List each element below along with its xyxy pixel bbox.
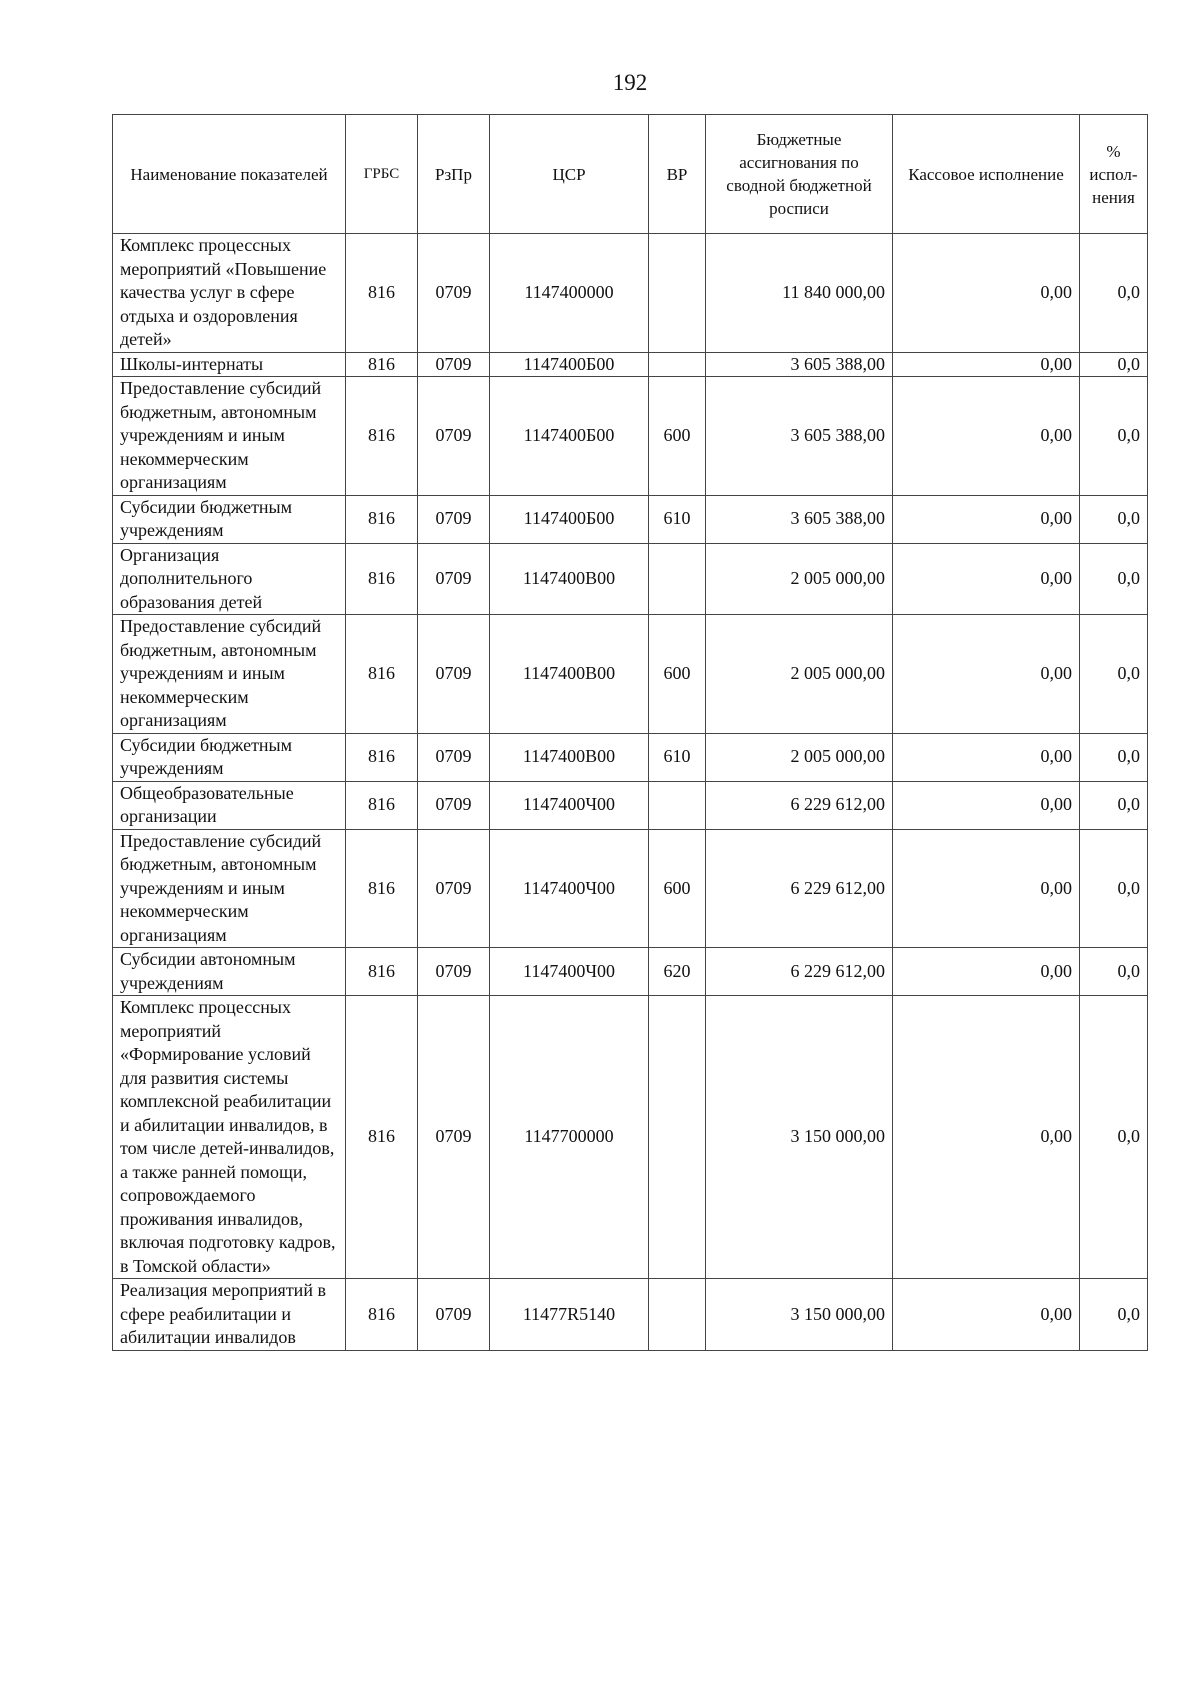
row-percent: 0,0	[1080, 781, 1148, 829]
table-row	[113, 377, 1148, 496]
row-rzpr: 0709	[418, 543, 490, 615]
row-csr: 1147700000	[490, 996, 649, 1279]
row-cash: 0,00	[893, 495, 1080, 543]
row-vr: 610	[649, 495, 706, 543]
row-grbs: 816	[346, 1279, 418, 1351]
table-row	[113, 615, 1148, 734]
row-budget: 2 005 000,00	[706, 615, 893, 734]
row-vr: 600	[649, 377, 706, 496]
row-csr: 1147400Б00	[490, 495, 649, 543]
row-csr: 1147400В00	[490, 615, 649, 734]
row-csr: 1147400В00	[490, 733, 649, 781]
row-cash: 0,00	[893, 352, 1080, 377]
row-rzpr: 0709	[418, 495, 490, 543]
row-vr: 600	[649, 829, 706, 948]
row-grbs: 816	[346, 996, 418, 1279]
row-percent: 0,0	[1080, 543, 1148, 615]
row-percent: 0,0	[1080, 829, 1148, 948]
row-name: Предоставление субсидий бюджетным, автономным учреждениям и иным некоммерческим организациям	[113, 829, 346, 948]
row-csr: 1147400Ч00	[490, 948, 649, 996]
row-cash: 0,00	[893, 1279, 1080, 1351]
row-budget: 6 229 612,00	[706, 781, 893, 829]
table-row	[113, 996, 1148, 1279]
header-grbs: ГРБС	[346, 115, 418, 234]
row-budget: 3 605 388,00	[706, 377, 893, 496]
row-budget: 3 150 000,00	[706, 996, 893, 1279]
table-row	[113, 495, 1148, 543]
row-name: Комплекс процессных мероприятий «Повышение качества услуг в сфере отдыха и оздоровления детей»	[113, 234, 346, 353]
row-vr	[649, 352, 706, 377]
row-rzpr: 0709	[418, 781, 490, 829]
row-grbs: 816	[346, 234, 418, 353]
row-percent: 0,0	[1080, 948, 1148, 996]
header-rzpr: РзПр	[418, 115, 490, 234]
row-csr: 1147400В00	[490, 543, 649, 615]
row-vr	[649, 234, 706, 353]
row-percent: 0,0	[1080, 234, 1148, 353]
table-row	[113, 733, 1148, 781]
row-name: Комплекс процессных мероприятий «Формирование условий для развития системы комплексной реабилитации и абилитации инвалидов, в том числе детей-инвалидов, а также ранней помощи, сопровождаемого проживания инвалидов, включая подготовку кадров, в Томской области»	[113, 996, 346, 1279]
row-name: Школы-интернаты	[113, 352, 346, 377]
row-name: Общеобразовательные организации	[113, 781, 346, 829]
row-percent: 0,0	[1080, 495, 1148, 543]
row-grbs: 816	[346, 781, 418, 829]
row-budget: 3 150 000,00	[706, 1279, 893, 1351]
table-row	[113, 781, 1148, 829]
row-cash: 0,00	[893, 377, 1080, 496]
header-vr: ВР	[649, 115, 706, 234]
table-row	[113, 543, 1148, 615]
row-grbs: 816	[346, 377, 418, 496]
row-vr: 600	[649, 615, 706, 734]
row-cash: 0,00	[893, 234, 1080, 353]
row-cash: 0,00	[893, 615, 1080, 734]
row-vr	[649, 1279, 706, 1351]
table-header-row	[113, 115, 1148, 234]
row-cash: 0,00	[893, 829, 1080, 948]
row-percent: 0,0	[1080, 615, 1148, 734]
row-budget: 2 005 000,00	[706, 733, 893, 781]
row-grbs: 816	[346, 352, 418, 377]
row-budget: 3 605 388,00	[706, 352, 893, 377]
row-percent: 0,0	[1080, 996, 1148, 1279]
page-number: 192	[612, 70, 648, 95]
row-rzpr: 0709	[418, 948, 490, 996]
row-rzpr: 0709	[418, 377, 490, 496]
header-budget: Бюджетные ассигнования по сводной бюджетной росписи	[706, 115, 893, 234]
row-cash: 0,00	[893, 781, 1080, 829]
row-vr	[649, 781, 706, 829]
row-csr: 1147400000	[490, 234, 649, 353]
row-csr: 1147400Б00	[490, 377, 649, 496]
row-vr	[649, 996, 706, 1279]
row-cash: 0,00	[893, 948, 1080, 996]
table-row	[113, 234, 1148, 353]
row-budget: 3 605 388,00	[706, 495, 893, 543]
row-rzpr: 0709	[418, 1279, 490, 1351]
row-vr	[649, 543, 706, 615]
row-csr: 1147400Ч00	[490, 781, 649, 829]
row-name: Реализация мероприятий в сфере реабилитации и абилитации инвалидов	[113, 1279, 346, 1351]
row-rzpr: 0709	[418, 615, 490, 734]
row-rzpr: 0709	[418, 829, 490, 948]
row-name: Субсидии бюджетным учреждениям	[113, 733, 346, 781]
table-row	[113, 1279, 1148, 1351]
budget-table	[112, 114, 1148, 1351]
row-cash: 0,00	[893, 543, 1080, 615]
table-row	[113, 948, 1148, 996]
row-grbs: 816	[346, 829, 418, 948]
row-percent: 0,0	[1080, 733, 1148, 781]
row-grbs: 816	[346, 948, 418, 996]
row-budget: 6 229 612,00	[706, 829, 893, 948]
row-csr: 11477R5140	[490, 1279, 649, 1351]
row-vr: 610	[649, 733, 706, 781]
row-csr: 1147400Б00	[490, 352, 649, 377]
row-grbs: 816	[346, 543, 418, 615]
row-grbs: 816	[346, 615, 418, 734]
row-name: Субсидии бюджетным учреждениям	[113, 495, 346, 543]
table-row	[113, 352, 1148, 377]
header-csr: ЦСР	[490, 115, 649, 234]
row-rzpr: 0709	[418, 352, 490, 377]
header-cash: Кассовое исполнение	[893, 115, 1080, 234]
row-percent: 0,0	[1080, 1279, 1148, 1351]
row-budget: 11 840 000,00	[706, 234, 893, 353]
row-rzpr: 0709	[418, 733, 490, 781]
header-name: Наименование показателей	[113, 115, 346, 234]
row-vr: 620	[649, 948, 706, 996]
row-name: Организация дополнительного образования детей	[113, 543, 346, 615]
row-cash: 0,00	[893, 996, 1080, 1279]
row-cash: 0,00	[893, 733, 1080, 781]
row-grbs: 816	[346, 495, 418, 543]
row-name: Субсидии автономным учреждениям	[113, 948, 346, 996]
row-rzpr: 0709	[418, 234, 490, 353]
row-budget: 6 229 612,00	[706, 948, 893, 996]
row-rzpr: 0709	[418, 996, 490, 1279]
table-row	[113, 829, 1148, 948]
row-csr: 1147400Ч00	[490, 829, 649, 948]
header-percent: % испол-нения	[1080, 115, 1148, 234]
row-percent: 0,0	[1080, 352, 1148, 377]
row-grbs: 816	[346, 733, 418, 781]
row-budget: 2 005 000,00	[706, 543, 893, 615]
row-name: Предоставление субсидий бюджетным, автономным учреждениям и иным некоммерческим организациям	[113, 615, 346, 734]
row-percent: 0,0	[1080, 377, 1148, 496]
row-name: Предоставление субсидий бюджетным, автономным учреждениям и иным некоммерческим организациям	[113, 377, 346, 496]
